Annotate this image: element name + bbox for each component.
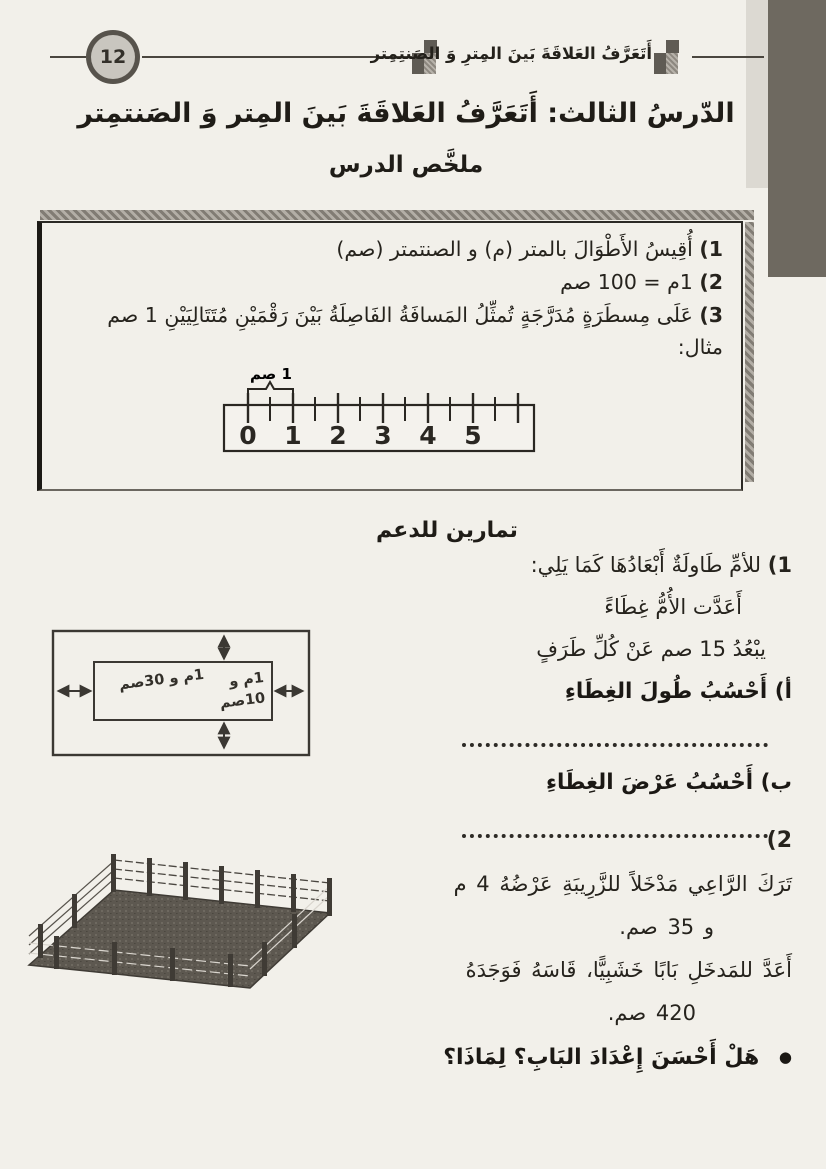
item-text: 1م = 100 صم	[560, 270, 693, 294]
summary-box-right-shadow	[745, 222, 754, 482]
table-width-label-2: 10صم	[218, 690, 267, 712]
header-squares-ornament-icon	[654, 40, 682, 76]
question-text: هَلْ أَحْسَنَ إِعْدَادَ البَابِ؟ لِمَاذَا؟	[443, 1045, 760, 1070]
ruler-diagram	[218, 367, 558, 463]
table-diagram-svg	[50, 628, 312, 760]
lesson-title: الدّرسُ الثالث: أَتَعَرَّفُ العَلاقَةَ بَينَ المِتر وَ الصَنتمِتر	[77, 98, 735, 129]
item-text: عَلَى مِسطَرَةٍ مُدَرَّجَةٍ تُمثِّلُ المَسافَةُ الفَاصِلَةُ بَيْنَ رَقْمَيْنِ مُتَتَالِيَيْنِ 1 صم	[107, 303, 693, 327]
item-marker: 2)	[699, 270, 723, 294]
part-b-marker: ب)	[760, 770, 792, 795]
ruler-svg	[218, 367, 558, 459]
item-marker: 3)	[699, 303, 723, 327]
ruler-unit-label: 1 صم	[249, 367, 292, 383]
final-question	[370, 1040, 792, 1075]
exercise-1-intro: 1) للأمِّ طَاولَةٌ أَبْعَادُهَا كَمَا يَلِي:	[530, 553, 792, 577]
header-title: أَتَعَرَّفُ العَلاقَةَ بَينَ المِترِ وَ الصَنتِمِتر	[370, 44, 652, 63]
exercise-2	[358, 824, 792, 1039]
svg-text:5: 5	[463, 421, 482, 450]
svg-text:3: 3	[373, 421, 392, 450]
lesson-summary-box	[37, 221, 743, 491]
page-edge-dark-band	[768, 0, 826, 277]
table-length-label: 1م و 30صم	[118, 666, 205, 694]
bullet-icon: ●	[778, 1048, 792, 1066]
summary-box-top-shadow	[40, 210, 754, 220]
exercise-2-marker: 2)	[766, 828, 792, 853]
svg-text:1: 1	[283, 421, 302, 450]
exercise-1	[330, 548, 792, 856]
svg-text:2: 2	[328, 421, 347, 450]
pen-svg	[22, 848, 367, 1018]
exercise-1-part-a: أ) أَحْسُبُ طُولَ الغِطَاءِ	[564, 679, 792, 704]
exercise-1-line3: يبْعُدُ 15 صم عَنْ كُلِّ طَرَفٍ	[536, 637, 766, 661]
exercise-2-line3: أَعَدَّ للمَدخَلِ بَابًا خَشَبِيًّا، قَاسَهُ فَوَجَدَهُ	[465, 958, 792, 982]
summary-item	[52, 266, 723, 299]
svg-text:4: 4	[418, 421, 437, 450]
exercise-2-line4: 420 صم.	[607, 1001, 696, 1025]
example-label: مثال:	[677, 335, 723, 359]
svg-text:0: 0	[238, 421, 257, 450]
exercise-2-line2: و 35 صم.	[619, 915, 714, 939]
summary-item	[52, 299, 723, 332]
page-number: 12	[91, 35, 135, 79]
table-width-label-1: 1م و	[228, 669, 265, 691]
part-a-marker: أ)	[774, 679, 792, 704]
exercise-1-line2: أَعَدَّت الأُمُّ غِطَاءً	[604, 595, 742, 619]
item-text: أُقِيسُ الأَطْوَالَ بالمتر (م) و الصنتمتر (صم)	[336, 237, 693, 261]
exercises-section-heading: تمارين للدعم	[376, 518, 518, 543]
outer-rectangle	[53, 631, 309, 755]
lesson-subtitle: ملخَّص الدرس	[328, 152, 484, 178]
header-rule-right	[692, 56, 764, 58]
header-rule-left	[50, 56, 86, 58]
exercise-1-part-b: ب) أَحْسُبُ عَرْضَ الغِطَاءِ	[546, 770, 792, 795]
table-cover-diagram	[50, 628, 312, 764]
margin-arrows	[59, 637, 302, 747]
exercise-1-marker: 1)	[767, 553, 792, 577]
exercise-2-line1: تَرَكَ الرَّاعِي مَدْخَلاً للزَّرِيبَةِ عَرْضُهُ 4 م	[453, 872, 792, 896]
summary-item	[52, 233, 723, 266]
page-number-badge	[86, 30, 140, 84]
answer-dotted-line	[462, 729, 768, 747]
sheep-pen-drawing	[22, 848, 367, 1022]
item-marker: 1)	[699, 237, 723, 261]
